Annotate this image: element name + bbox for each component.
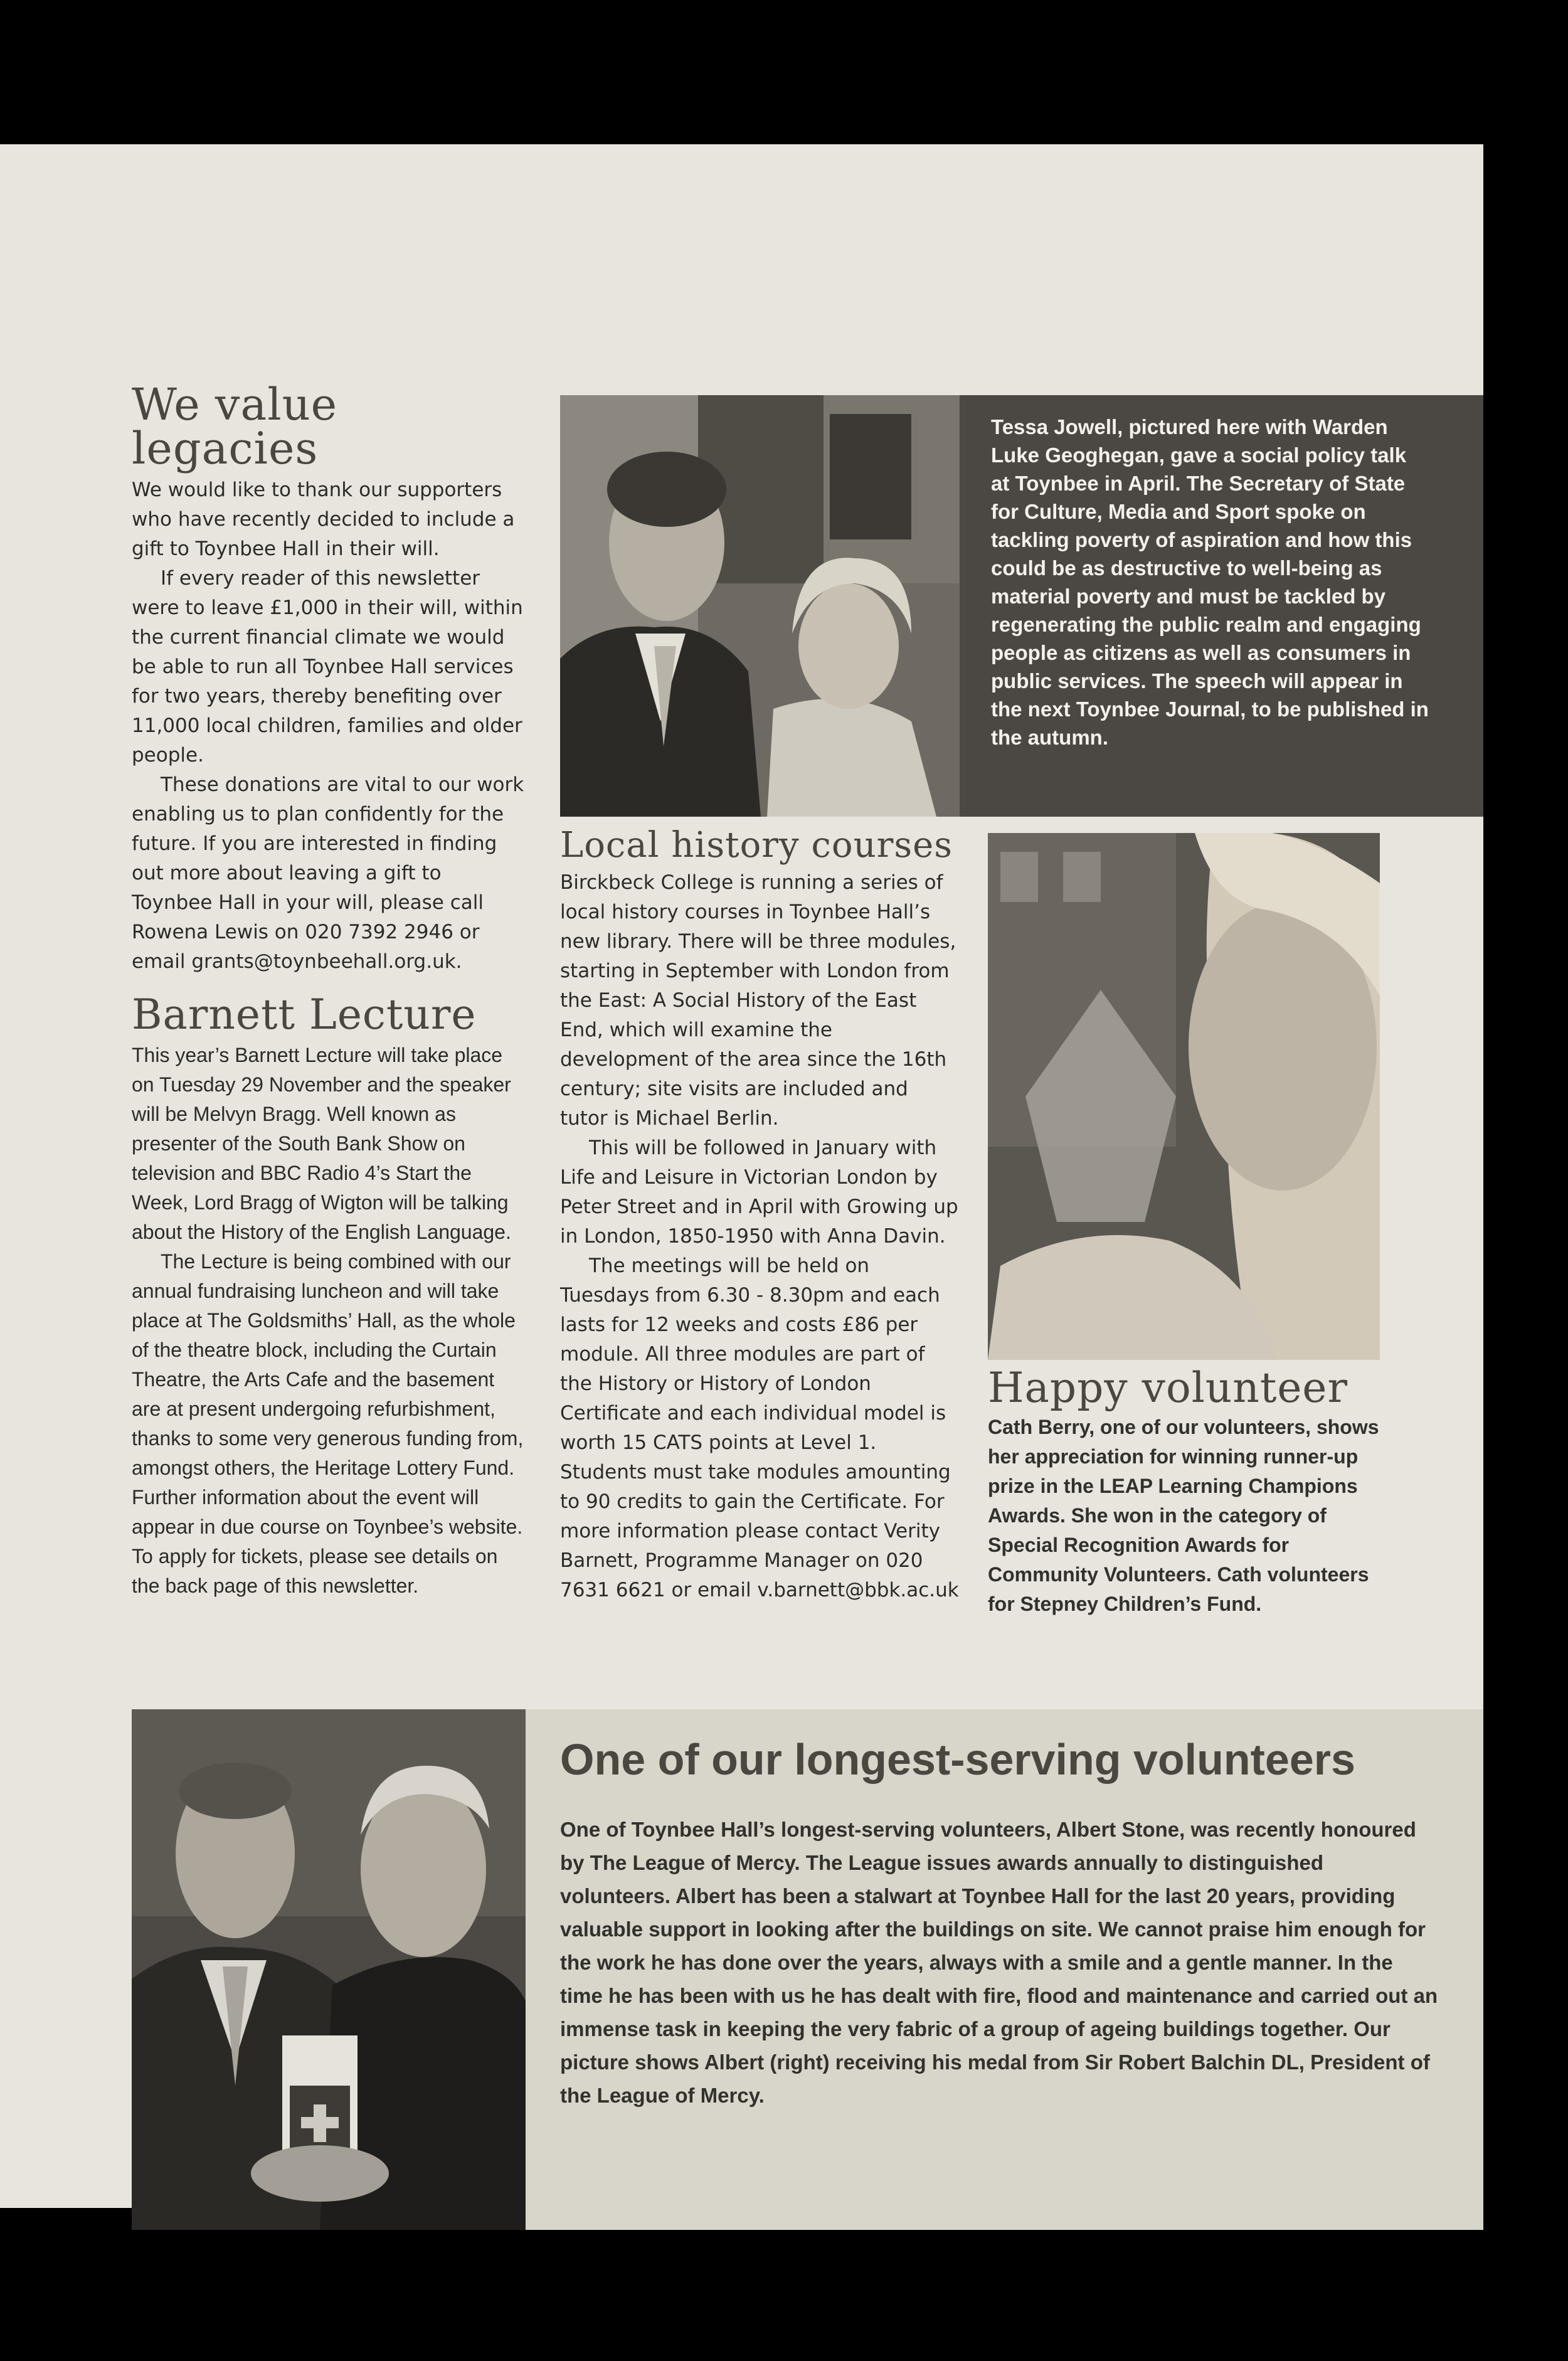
- albert-stone-photo: [132, 1709, 527, 2230]
- local-history-paragraph: This will be followed in January with Life and Leisure in Victorian London by Peter Street and in April with Growing up in London, 1850-1950 with Anna Davin.: [560, 1137, 958, 1248]
- tessa-caption: Tessa Jowell, pictured here with Warden Luke Geoghegan, gave a social policy talk at Toynbee in April. The Secretary of State for Culture, Media and Sport spoke on tackling poverty of aspiration and how this could be as destructive to well-being as material poverty and must be tackled by regenerating the public realm and engaging people as citizens as well as consumers in public services. The speech will appear in the next Toynbee Journal, to be published in the autumn.: [991, 415, 1429, 749]
- tessa-caption-box: [960, 395, 1483, 817]
- happy-volunteer-photo: [988, 833, 1380, 1360]
- local-history-article: [560, 825, 961, 1605]
- local-history-body: [560, 868, 961, 1605]
- happy-volunteer-heading: Happy volunteer: [988, 1364, 1348, 1412]
- barnett-heading: Barnett Lecture: [132, 990, 477, 1039]
- tessa-jowell-photo: [560, 395, 960, 817]
- happy-volunteer-article: [988, 1364, 1389, 1619]
- legacies-paragraph: If every reader of this newsletter were to leave £1,000 in their will, within the current financial climate we would be able to run all Toynbee Hall services for two years, thereby benefiting over 11,000 local children, families and older people.: [132, 567, 523, 767]
- barnett-lecture-article: [132, 990, 527, 1601]
- happy-volunteer-caption: Cath Berry, one of our volunteers, shows her appreciation for winning runner-up prize in the LEAP Learning Champions Awards. She won in the category of Special Recognition Awards for Community Volunteers. Cath volunteers for Stepney Children’s Fund.: [988, 1416, 1379, 1615]
- local-history-paragraph: The meetings will be held on Tuesdays from 6.30 - 8.30pm and each lasts for 12 weeks and costs £86 per module. All three modules are part of the History or History of London Certificate and each individual model is worth 15 CATS points at Level 1. Students must take modules amounting to 90 credits to gain the Certificate. For more information please contact Verity Barnett, Programme Manager on 020 7631 6621 or email v.barnett@bbk.ac.uk: [560, 1255, 959, 1601]
- legacies-paragraph: We would like to thank our supporters who have recently decided to include a gift to Toynbee Hall in their will.: [132, 479, 515, 560]
- local-history-heading: Local history courses: [560, 825, 953, 866]
- barnett-paragraph: The Lecture is being combined with our annual fundraising luncheon and will take place at The Goldsmiths’ Hall, as the whole of the theatre block, including the Curtain Theatre, the Arts Cafe and the basement are at present undergoing refurbishment, thanks to some very generous funding from, amongst others, the Heritage Lottery Fund. Further information about the event will appear in due course on Toynbee’s website. To apply for tickets, please see details on the back page of this newsletter.: [132, 1250, 524, 1597]
- legacies-heading: We value legacies: [132, 379, 338, 474]
- legacies-article: [132, 379, 527, 977]
- longest-serving-heading: One of our longest-serving volunteers: [560, 1735, 1355, 1784]
- local-history-paragraph: Birckbeck College is running a series of local history courses in Toynbee Hall’s new library. There will be three modules, starting in September with London from the East: A Social History of the East End, which will examine the development of the area since the 16th century; site visits are included and tutor is Michael Berlin.: [560, 871, 956, 1130]
- barnett-body: [132, 1041, 527, 1601]
- barnett-paragraph: This year’s Barnett Lecture will take place on Tuesday 29 November and the speaker will be Melvyn Bragg. Well known as presenter of the South Bank Show on television and BBC Radio 4’s Start the Week, Lord Bragg of Wigton will be talking about the History of the English Language.: [132, 1044, 511, 1243]
- longest-serving-body: One of Toynbee Hall’s longest-serving volunteers, Albert Stone, was recently honoured by The League of Mercy. The League issues awards annually to distinguished volunteers. Albert has been a stalwart at Toynbee Hall for the last 20 years, providing valuable support in looking after the buildings on site. We cannot praise him enough for the work he has done over the years, always with a smile and a gentle manner. In the time he has been with us he has dealt with fire, flood and maintenance and carried out an immense task in keeping the very fabric of a group of ageing buildings together. Our picture shows Albert (right) receiving his medal from Sir Robert Balchin DL, President of the League of Mercy.: [560, 1818, 1438, 2107]
- longest-serving-article: [526, 1709, 1483, 2230]
- legacies-paragraph: These donations are vital to our work enabling us to plan confidently for the future. If you are interested in finding out more about leaving a gift to Toynbee Hall in your will, please call Rowena Lewis on 020 7392 2946 or email grants@toynbeehall.org.uk.: [132, 773, 524, 973]
- legacies-body: [132, 475, 527, 977]
- newsletter-page: [0, 144, 1483, 2208]
